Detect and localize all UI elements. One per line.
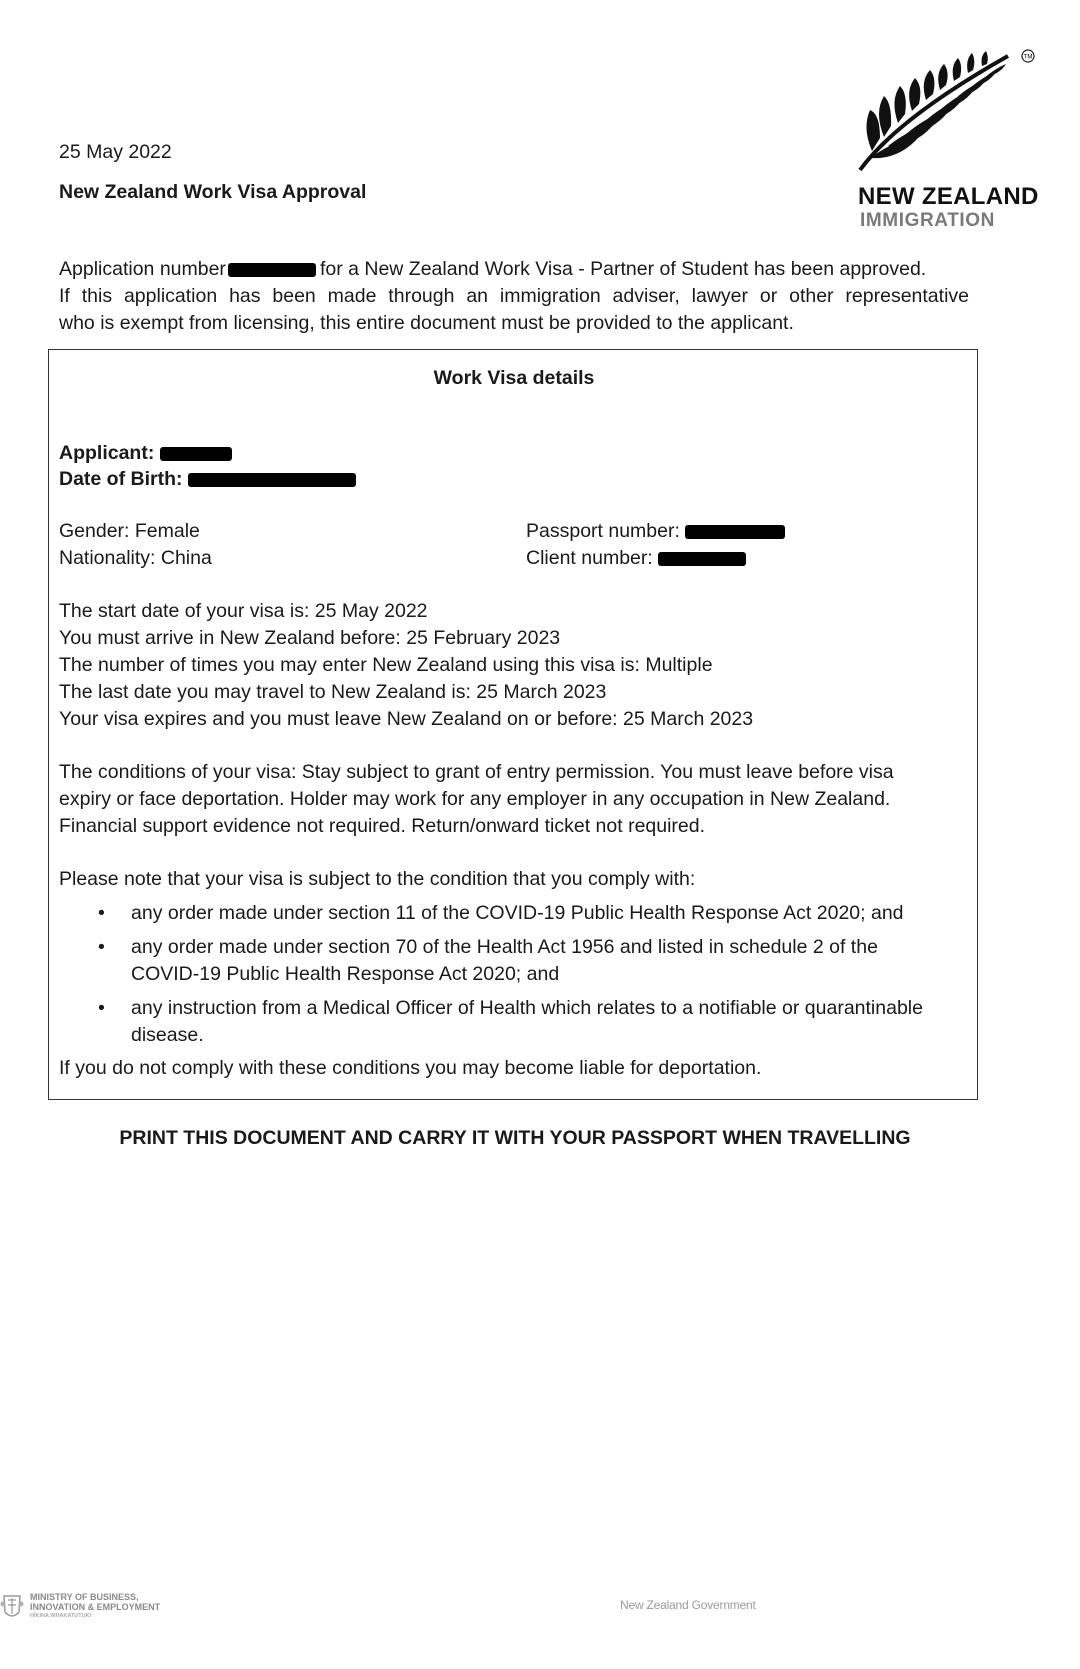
mbie-line-2: INNOVATION & EMPLOYMENT [30,1602,161,1612]
redacted-dob [188,473,356,487]
letter-title: New Zealand Work Visa Approval [59,181,367,203]
bullet-icon: • [98,902,105,924]
coat-of-arms-icon [0,1590,24,1624]
dob-row [59,466,356,493]
bullet-text: any instruction from a Medical Officer of Health which relates to a notifiable or quarantinable disease. [131,997,923,1046]
passport-label: Passport number: [526,520,680,542]
closing-line: If you do not comply with these conditions you may become liable for deportation. [59,1057,762,1079]
dob-label: Date of Birth: [59,468,183,490]
intro-line-2: If this application has been made through an immigration adviser, lawyer or other representative [59,285,969,307]
conditions-line: expiry or face deportation. Holder may work for any employer in any occupation in New Zealand. [59,788,891,810]
intro-suffix: for a New Zealand Work Visa - Partner of Student has been approved. [319,258,927,280]
mbie-footer-logo [0,1588,190,1628]
condition-bullet [98,995,931,1049]
redacted-application-number [228,263,316,277]
svg-text:TM: TM [1023,54,1033,61]
applicant-label: Applicant: [59,442,155,464]
condition-bullet [98,900,931,927]
bullet-text: any order made under section 11 of the COVID-19 Public Health Response Act 2020; and [131,902,904,924]
visa-date-line: The number of times you may enter New Zealand using this visa is: Multiple [59,654,713,676]
conditions-line: Financial support evidence not required. Return/onward ticket not required. [59,815,706,837]
redacted-applicant-name [160,447,232,461]
client-row [526,545,746,572]
note-intro: Please note that your visa is subject to the condition that you comply with: [59,868,696,890]
visa-date-line: You must arrive in New Zealand before: 25 February 2023 [59,627,561,649]
visa-date-line: The last date you may travel to New Zealand is: 25 March 2023 [59,681,607,703]
visa-date-line: The start date of your visa is: 25 May 2022 [59,600,428,622]
redacted-client-number [658,552,746,566]
intro-line-1 [59,256,969,283]
nationality: Nationality: China [59,547,212,569]
client-label: Client number: [526,547,653,569]
logo-title: NEW ZEALAND [858,183,1039,210]
logo-subtitle: IMMIGRATION [860,210,996,231]
conditions-line: The conditions of your visa: Stay subject to grant of entry permission. You must leave before visa [59,761,894,783]
nz-government-wordmark: New Zealand Government [620,1598,756,1612]
box-heading: Work Visa details [433,367,595,389]
intro-line-3: who is exempt from licensing, this entire document must be provided to the applicant. [59,312,794,334]
redacted-passport-number [685,525,785,539]
bullet-icon: • [98,936,105,958]
visa-date-line: Your visa expires and you must leave New Zealand on or before: 25 March 2023 [59,708,754,730]
work-visa-details-box [48,349,978,1100]
intro-prefix: Application number [59,258,226,280]
applicant-row [59,440,232,467]
intro-paragraph [59,256,969,337]
mbie-line-3: HĪKINA WHAKATUTUKI [30,1613,92,1619]
print-notice: PRINT THIS DOCUMENT AND CARRY IT WITH YOUR PASSPORT WHEN TRAVELLING [119,1127,911,1149]
mbie-line-1: MINISTRY OF BUSINESS, [30,1592,139,1602]
condition-bullet [98,934,931,988]
passport-row [526,518,785,545]
gender: Gender: Female [59,520,200,542]
bullet-icon: • [98,997,105,1019]
letter-date: 25 May 2022 [59,141,172,163]
bullet-text: any order made under section 70 of the Health Act 1956 and listed in schedule 2 of the COVID-19 Public Health Response Act 2020; and [131,936,878,985]
